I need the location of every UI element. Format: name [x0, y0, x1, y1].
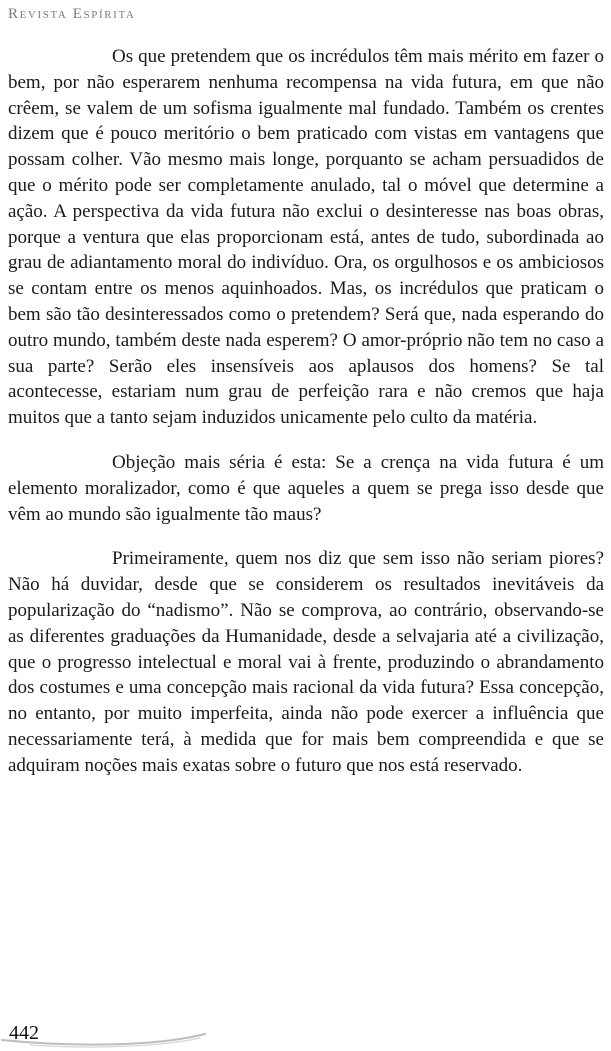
page-footer	[0, 1018, 611, 1051]
running-header: Revista Espírita	[8, 6, 136, 22]
paragraph-1: Os que pretendem que os incrédulos têm mais mérito em fazer o bem, por não esperarem nenhuma recompensa na vida futura, em que não crêem, se valem de um sofisma igualmente mal fundado. Também os crentes dizem que é pouco meritório o bem praticado com vistas em vantagens que possam colher. Vão mesmo mais longe, porquanto se acham persuadidos de que o mérito pode ser completamente anulado, tal o móvel que determine a ação. A perspectiva da vida futura não exclui o desinteresse nas boas obras, porque a ventura que elas proporcionam está, antes de tudo, subordinada ao grau de adiantamento moral do indivíduo. Ora, os orgulhosos e os ambiciosos se contam entre os menos aquinhoados. Mas, os incrédulos que praticam o bem são tão desinteressados como o pretendem? Será que, nada esperando do outro mundo, também deste nada esperem? O amor-próprio não tem no caso a sua parte? Serão eles insensíveis aos aplausos dos homens? Se tal acontecesse, estariam num grau de perfeição rara e não cremos que haja muitos que a tanto sejam induzidos unicamente pelo culto da matéria.	[8, 46, 604, 429]
page-number: 442	[9, 1022, 39, 1044]
page-body	[8, 44, 604, 798]
paragraph-2: Objeção mais séria é esta: Se a crença na vida futura é um elemento moralizador, como é que aqueles a quem se prega isso desde que vêm ao mundo são igualmente tão maus?	[8, 451, 604, 525]
paragraph-3: Primeiramente, quem nos diz que sem isso não seriam piores? Não há duvidar, desde que se considerem os resultados inevitáveis da popularização do “nadismo”. Não se comprova, ao contrário, observando-se as diferentes graduações da Humanidade, desde a selvajaria até a civilização, que o progresso intelectual e moral vai à frente, produzindo o abrandamento dos costumes e uma concepção mais racional da vida futura? Essa concepção, no entanto, por muito imperfeita, ainda não pode exercer a influência que necessariamente terá, à medida que for mais bem compreendida e que se adquiram noções mais exatas sobre o futuro que nos está reservado.	[8, 548, 604, 776]
